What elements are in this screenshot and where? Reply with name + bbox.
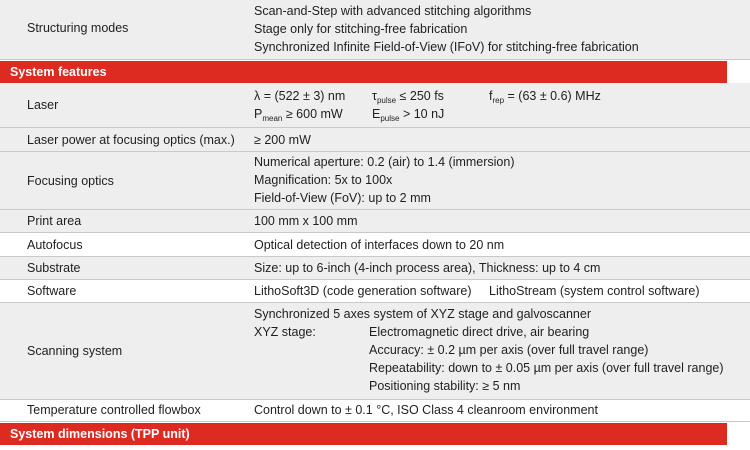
row-value-line: Accuracy: ± 0.2 µm per axis (over full travel range) bbox=[369, 343, 649, 357]
row-label: Structuring modes bbox=[27, 21, 129, 35]
row-scanning-system bbox=[0, 303, 750, 400]
laser-pulse-energy: $E_{pulse} > 10$ nJ bbox=[372, 107, 445, 123]
laser-rep-rate: $f_{rep} = (63 \pm 0.6)$ MHz bbox=[489, 89, 601, 105]
row-label: Substrate bbox=[27, 261, 81, 275]
row-value: Optical detection of interfaces down to 20 nm bbox=[254, 238, 505, 252]
row-value-line: Field-of-View (FoV): up to 2 mm bbox=[254, 191, 431, 205]
row-substrate bbox=[0, 257, 750, 280]
row-temperature-flowbox bbox=[0, 400, 750, 422]
row-value: ≥ 200 mW bbox=[254, 133, 311, 147]
row-autofocus bbox=[0, 233, 750, 257]
section-header-system-dimensions: System dimensions (TPP unit) bbox=[0, 423, 727, 445]
laser-wavelength: λ = (522 ± 3) nm bbox=[254, 89, 346, 103]
row-value: LithoSoft3D (code generation software) bbox=[254, 284, 472, 298]
row-value: Size: up to 6-inch (4-inch process area), Thickness: up to 4 cm bbox=[254, 261, 601, 275]
row-value-line: Repeatability: down to ± 0.05 µm per axis (over full travel range) bbox=[369, 361, 724, 375]
row-label: Temperature controlled flowbox bbox=[27, 403, 201, 417]
row-focusing-optics bbox=[0, 152, 750, 210]
row-print-area bbox=[0, 210, 750, 233]
row-label: Scanning system bbox=[27, 344, 123, 358]
laser-pulse-duration: $\tau_{pulse} \le 250$ fs bbox=[372, 89, 444, 105]
laser-mean-power: $P_{mean} \ge 600$ mW bbox=[254, 107, 343, 123]
row-value: Control down to ± 0.1 °C, ISO Class 4 cleanroom environment bbox=[254, 403, 598, 417]
xyz-stage-label: XYZ stage: bbox=[254, 325, 316, 339]
row-label: Software bbox=[27, 284, 77, 298]
row-value-line: Electromagnetic direct drive, air bearing bbox=[369, 325, 590, 339]
row-value-line: Positioning stability: ≥ 5 nm bbox=[369, 379, 521, 393]
row-value: 100 mm x 100 mm bbox=[254, 214, 358, 228]
row-label: Laser bbox=[27, 98, 59, 112]
row-value: LithoStream (system control software) bbox=[489, 284, 700, 298]
row-label: Print area bbox=[27, 214, 82, 228]
row-value-line: Scan-and-Step with advanced stitching algorithms bbox=[254, 4, 532, 18]
row-structuring-modes bbox=[0, 0, 750, 60]
row-value-line: Synchronized Infinite Field-of-View (IFoV) for stitching-free fabrication bbox=[254, 40, 639, 54]
row-label: Autofocus bbox=[27, 238, 83, 252]
row-laser bbox=[0, 83, 750, 128]
section-header-system-features: System features bbox=[0, 61, 727, 83]
row-label: Laser power at focusing optics (max.) bbox=[27, 133, 235, 147]
row-value-line: Magnification: 5x to 100x bbox=[254, 173, 393, 187]
row-label: Focusing optics bbox=[27, 174, 114, 188]
row-value-line: Stage only for stitching-free fabrication bbox=[254, 22, 468, 36]
row-value-line: Synchronized 5 axes system of XYZ stage and galvoscanner bbox=[254, 307, 591, 321]
row-laser-power bbox=[0, 128, 750, 152]
row-software bbox=[0, 280, 750, 303]
row-value-line: Numerical aperture: 0.2 (air) to 1.4 (immersion) bbox=[254, 155, 515, 169]
